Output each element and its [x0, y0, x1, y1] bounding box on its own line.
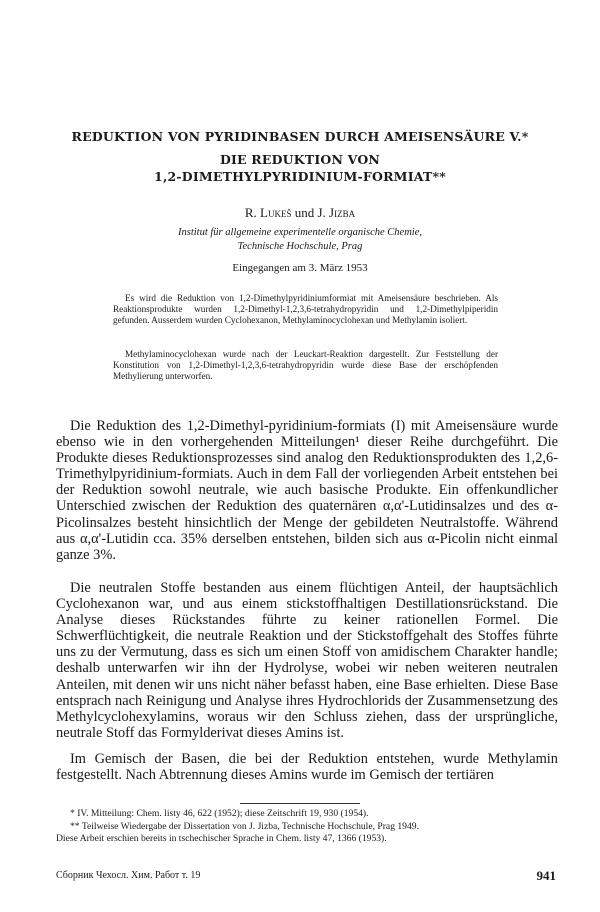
body-block-3 [56, 751, 558, 783]
author-1: R. Lukeš [244, 205, 292, 220]
footnote-divider [240, 803, 360, 804]
abstract-paragraph-2: Methylaminocyclohexan wurde nach der Leuckart-Reaktion dargestellt. Zur Feststellung der Konstitution von 1,2-Dimethyl-1,2,3,6-tetrahydropyridin wurde diese Base der erschöpfenden Methylierung unterworfen. [113, 349, 498, 382]
title-line-2: DIE REDUKTION VON [219, 152, 381, 167]
footnote-2: ** Teilweise Wiedergabe der Dissertation von J. Jizba, Technische Hochschule, Prag 1949. [70, 820, 419, 832]
author-2: J. Jizba [317, 205, 356, 220]
footnotes [56, 808, 558, 846]
body-paragraph-2: Die neutralen Stoffe bestanden aus einem flüchtigen Anteil, der hauptsächlich Cyclohexanon war, und aus einem stickstoffhaltigen Destillationsrückstand. Die Analyse dieses Rückstandes führte zu keiner rationellen Formel. Die Schwerflüchtigkeit, die neutrale Reaktion und der Stickstoffgehalt des Stoffes führte uns zu der Vermutung, dass es sich um einen Stoff von amidischem Charakter handle; deshalb unterwarfen wir ihn der Hydrolyse, wobei wir neben weiteren neutralen Anteilen, mit denen wir uns nicht näher befasst haben, eine Base erhielten. Diese Base entsprach nach Reinigung und Analyse ihres Hydrochlorids der Zusammensetzung des Methylcyclohexylamins, woraus wir den Schluss ziehen, dass der ursprüngliche, neutrale Stoff das Formylderivat dieses Amins ist. [56, 580, 558, 741]
title-line-3: 1,2-DIMETHYLPYRIDINIUM-FORMIAT** [154, 169, 446, 184]
institution-line-1: Institut für allgemeine experimentelle organische Chemie, [178, 227, 422, 238]
footnote-3: Diese Arbeit erschien bereits in tschechischer Sprache in Chem. listy 47, 1366 (1953). [56, 833, 387, 844]
footnote-1: * IV. Mitteilung: Chem. listy 46, 622 (1952); diese Zeitschrift 19, 930 (1954). [70, 808, 369, 819]
abstract-paragraph-1: Es wird die Reduktion von 1,2-Dimethylpyridiniumformiat mit Ameisensäure beschrieben. Als Reaktionsprodukte wurden 1,2-Dimethyl-1,2,3,6-tetrahydropyridin und 1,2-Dimethylpiperidin gefunden. Ausserdem wurden Cyclohexanon, Methylaminocyclohexan und Methylamin isoliert. [113, 293, 498, 326]
abstract-block-1 [113, 293, 498, 327]
body-paragraph-1: Die Reduktion des 1,2-Dimethyl-pyridinium-formiats (I) mit Ameisensäure wurde ebenso wie in den vorhergehenden Mitteilungen¹ dieser Reihe durchgeführt. Die Produkte dieses Reduktionsprozesses sind analog den Reduktionsprodukten des 1,2,6-Trimethylpyridinium-formiats. Auch in dem Fall der vorliegenden Arbeit entstehen bei der Reduktion sowohl neutrale, wie auch basische Produkte. Ein offenkundlicher Unterschied zwischen der Reduktion des quaternären α,α'-Lutidinsalzes und des α-Picolinsalzes besteht hinsichtlich der Menge der gebildeten Neutralstoffe. Während aus α,α'-Lutidin cca. 35% derselben entstehen, bilden sich aus α-Picolin nicht einmal ganze 3%. [56, 418, 558, 563]
received-date: Eingegangen am 3. März 1953 [232, 262, 368, 274]
title-line-1: REDUKTION VON PYRIDINBASEN DURCH AMEISENSÄURE V.* [71, 129, 529, 144]
abstract-block-2 [113, 349, 498, 383]
institution-line-2: Technische Hochschule, Prag [237, 241, 363, 252]
body-block-1 [56, 418, 558, 563]
body-block-2 [56, 580, 558, 741]
page-number: 941 [536, 868, 556, 883]
running-footer: Сборник Чехосл. Хим. Работ т. 19 [56, 870, 201, 881]
author-conjunction: und [294, 205, 315, 220]
body-paragraph-3: Im Gemisch der Basen, die bei der Reduktion entstehen, wurde Methylamin festgestellt. Nach Abtrennung dieses Amins wurde im Gemisch der tertiären [56, 751, 558, 784]
authors [40, 205, 560, 221]
